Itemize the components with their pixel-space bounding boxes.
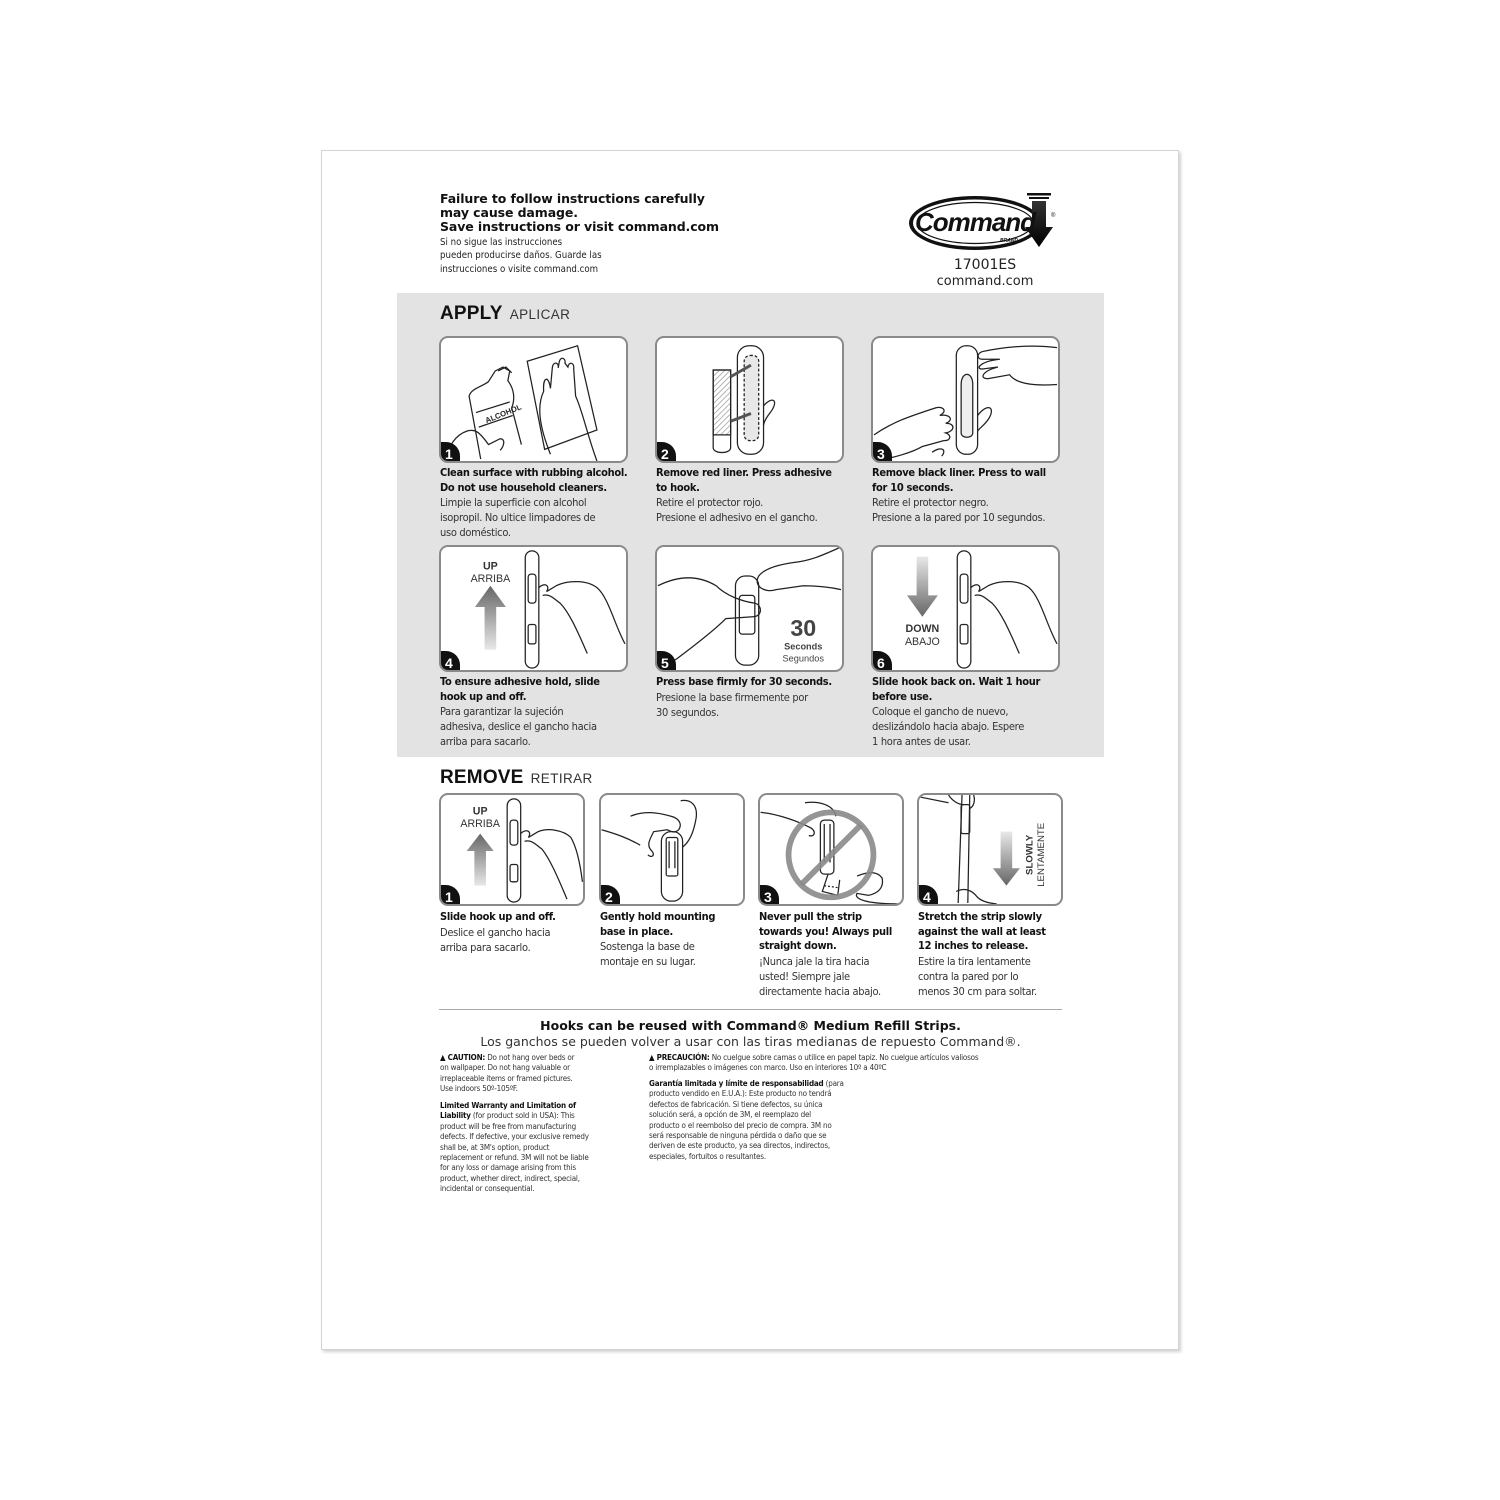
alcohol-bottle-wipe-icon [441,338,626,461]
step-number-badge: 5 [655,651,676,672]
warranty-spanish: Garantía limitada y límite de responsabilidad (para producto vendido en E.U.A.): Este producto no tendrá defectos de fabricación. Si tiene defectos, su única solución será, a opción de 3M, el reemplazo del producto o el reembolso del precio de compra. 3M no será responsable de ninguna pérdida o daño que se deriven de este producto, ya sea directos, indirectos, especiales, fortuitos o resultantes. [649,1079,844,1161]
step-number-badge: 2 [599,885,620,906]
svg-text:30: 30 [790,615,817,642]
slide-hook-up-icon [441,795,583,904]
apply-step-2-illustration [655,336,844,463]
step-number-badge: 6 [871,651,892,672]
remove-step-2-caption: Gently hold mounting base in place. Sostenga la base de montaje en su lugar. [600,910,716,968]
slide-hook-down-icon [873,547,1058,670]
reuse-note-english: Hooks can be reused with Command® Medium Refill Strips. [540,1018,961,1033]
hold-mounting-base-icon [601,795,743,904]
command-logo [905,189,1057,253]
svg-text:Segundos: Segundos [782,653,824,664]
svg-text:LENTAMENTE: LENTAMENTE [1036,822,1048,887]
apply-step-6-caption: Slide hook back on. Wait 1 hour before use. Coloque el gancho de nuevo, deslizándolo hacia abajo. Espere 1 hora antes de usar. [872,675,1041,748]
apply-step-2-caption: Remove red liner. Press adhesive to hook. Retire el protector rojo. Presione el adhesivo en el gancho. [656,466,832,524]
apply-heading: APPLY APLICAR [440,303,571,324]
product-sku: 17001ES [953,257,1017,273]
website-url: command.com [936,274,1034,289]
step-number-badge: 4 [439,651,460,672]
step-number-badge: 1 [439,885,460,906]
apply-step-4-caption: To ensure adhesive hold, slide hook up and off. Para garantizar la sujeción adhesiva, deslice el gancho hacia arriba para sacarlo. [440,675,600,748]
reuse-note-spanish: Los ganchos se pueden volver a usar con las tiras medianas de repuesto Command®. [480,1034,1021,1049]
svg-text:UP: UP [472,805,488,818]
step-number-badge: 3 [871,442,892,463]
svg-text:®: ® [1051,213,1056,219]
svg-text:Command: Command [914,207,1036,237]
step-number-badge: 3 [758,885,779,906]
remove-red-liner-icon [657,338,842,461]
warranty-english: Limited Warranty and Limitation of Liability (for product sold in USA): This product will be free from manufacturing defects. If defective, your exclusive remedy shall be, at 3M's option, product replacement or refund. 3M will not be liable for any loss or damage arising from this product, whether direct, indirect, special, incidental or consequential. [440,1101,589,1194]
remove-step-3-caption: Never pull the strip towards you! Always pull straight down. ¡Nunca jale la tira hacia usted! Siempre jale directamente hacia abajo. [759,910,892,998]
apply-step-1-illustration [439,336,628,463]
apply-step-6-illustration [871,545,1060,672]
remove-step-1-illustration [439,793,585,906]
svg-text:BRAND: BRAND [999,238,1019,244]
apply-step-3-illustration [871,336,1060,463]
stretch-strip-slowly-icon [919,795,1061,904]
svg-text:SLOWLY: SLOWLY [1024,834,1036,875]
apply-step-1-caption: Clean surface with rubbing alcohol. Do not use household cleaners. Limpie la superficie con alcohol isopropil. No ultice limpadores de uso doméstico. [440,466,628,539]
caution-spanish: ▲ PRECAUCIÓN: No cuelgue sobre camas o utilice en papel tapiz. No cuelgue artículos valiosos o irremplazables o imágenes con marco. Uso en interiores 10º a 40ºC [649,1053,979,1073]
warning-spanish: Si no sigue las instrucciones pueden producirse daños. Guarde las instrucciones o visite command.com [440,237,602,275]
warning-english: Failure to follow instructions carefully may cause damage. Save instructions or visit command.com [440,191,719,234]
svg-text:Seconds: Seconds [784,641,823,652]
press-base-30-seconds-icon [657,547,842,670]
apply-step-4-illustration [439,545,628,672]
remove-step-1-caption: Slide hook up and off. Deslice el gancho hacia arriba para sacarlo. [440,910,556,954]
remove-step-4-illustration [917,793,1063,906]
divider [439,1009,1062,1010]
svg-text:DOWN: DOWN [905,623,940,636]
do-not-pull-toward-icon [760,795,902,904]
warning-triangle-icon: ▲ CAUTION: [440,1053,486,1062]
apply-step-3-caption: Remove black liner. Press to wall for 10 seconds. Retire el protector negro. Presione a la pared por 10 segundos. [872,466,1046,524]
apply-step-5-illustration [655,545,844,672]
instruction-sheet [321,150,1179,1350]
svg-text:ALCOHOL: ALCOHOL [483,402,523,426]
svg-text:ABAJO: ABAJO [904,635,940,648]
svg-text:UP: UP [483,560,498,573]
remove-heading: REMOVE RETIRAR [440,767,593,788]
slide-hook-up-icon [441,547,626,670]
remove-step-4-caption: Stretch the strip slowly against the wall at least 12 inches to release. Estire la tira lentamente contra la pared por lo menos 30 cm para soltar. [918,910,1046,998]
step-number-badge: 2 [655,442,676,463]
press-hook-to-wall-icon [873,338,1058,461]
step-number-badge: 1 [439,442,460,463]
command-logo-icon [905,189,1057,253]
svg-text:ARRIBA: ARRIBA [460,817,500,830]
caution-english: ▲ CAUTION: Do not hang over beds or on wallpaper. Do not hang valuable or irreplaceable items or framed pictures. Use indoors 50º-105ºF. [440,1053,575,1094]
apply-step-5-caption: Press base firmly for 30 seconds. Presione la base firmemente por 30 segundos. [656,675,832,719]
warning-triangle-icon: ▲ PRECAUCIÓN: [649,1053,710,1062]
svg-text:ARRIBA: ARRIBA [470,572,511,585]
remove-step-2-illustration [599,793,745,906]
step-number-badge: 4 [917,885,938,906]
remove-step-3-illustration [758,793,904,906]
